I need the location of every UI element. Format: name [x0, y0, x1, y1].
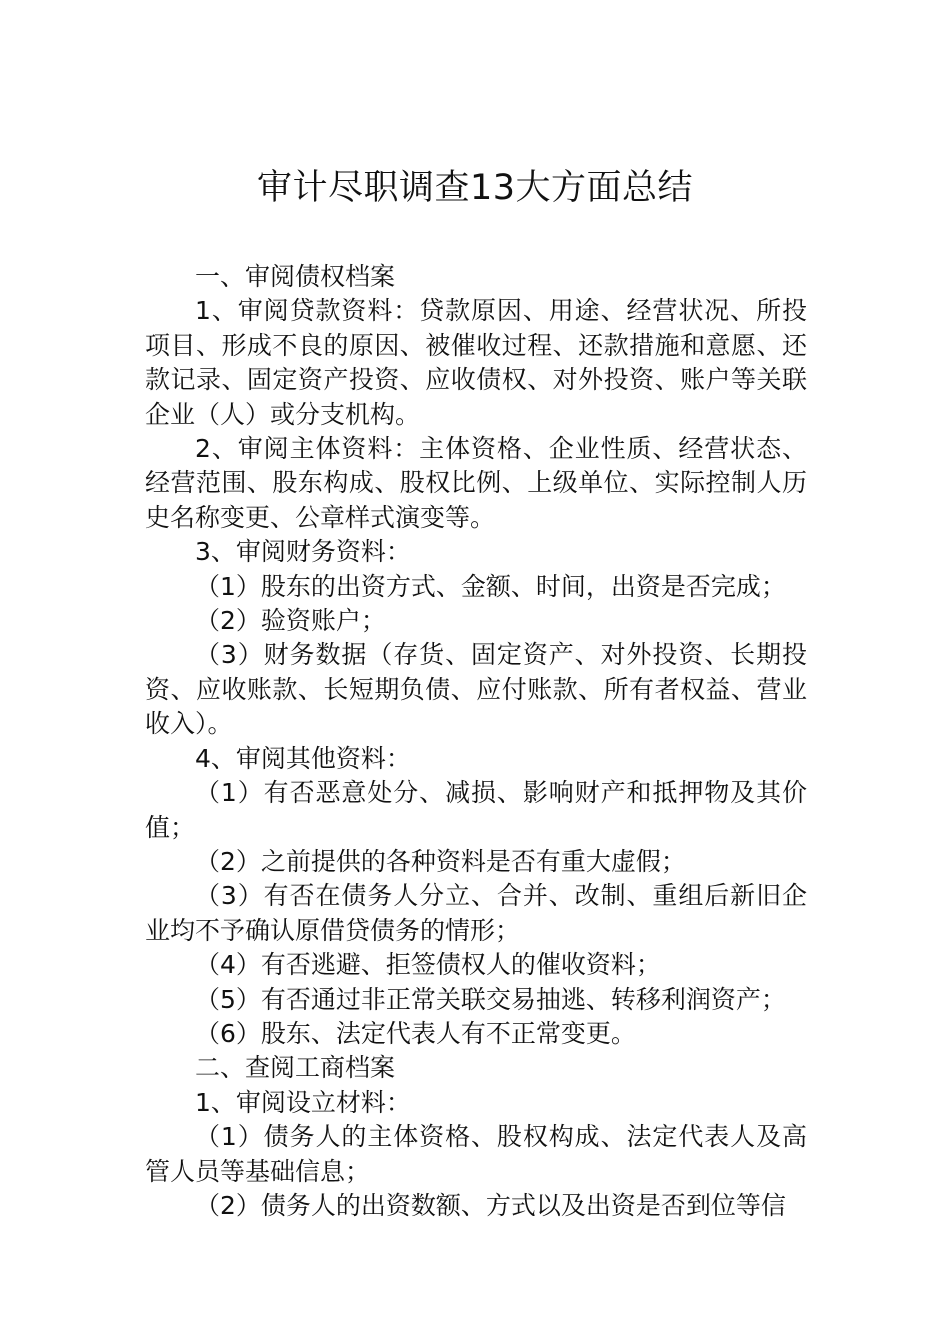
list-item: （3）有否在债务人分立、合并、改制、重组后新旧企业均不予确认原借贷债务的情形；	[145, 881, 807, 945]
paragraph: 4、审阅其他资料：	[195, 743, 411, 773]
list-item: （6）股东、法定代表人有不正常变更。	[195, 1018, 636, 1048]
list-item: （2）之前提供的各种资料是否有重大虚假；	[195, 846, 686, 876]
list-item: （1）有否恶意处分、减损、影响财产和抵押物及其价值；	[145, 778, 807, 842]
paragraph: 1、审阅设立材料：	[195, 1087, 411, 1117]
document-body	[145, 260, 807, 1223]
list-item: （5）有否通过非正常关联交易抽逃、转移利润资产；	[195, 984, 786, 1014]
document-title: 审计尽职调查13大方面总结	[256, 168, 694, 208]
paragraph: 2、审阅主体资料：主体资格、企业性质、经营状态、经营范围、股东构成、股权比例、上级单位、实际控制人历史名称变更、公章样式演变等。	[145, 434, 807, 532]
section-heading: 二、查阅工商档案	[195, 1053, 396, 1083]
paragraph: 3、审阅财务资料：	[195, 537, 411, 567]
list-item: （2）债务人的出资数额、方式以及出资是否到位等信	[195, 1190, 786, 1220]
paragraph: 1、审阅贷款资料：贷款原因、用途、经营状况、所投项目、形成不良的原因、被催收过程、还款措施和意愿、还款记录、固定资产投资、应收债权、对外投资、账户等关联企业（人）或分支机构。	[145, 296, 807, 429]
list-item: （4）有否逃避、拒签债权人的催收资料；	[195, 950, 661, 980]
list-item: （2）验资账户；	[195, 606, 386, 636]
list-item: （1）股东的出资方式、金额、时间，出资是否完成；	[195, 571, 786, 601]
section-heading: 一、审阅债权档案	[195, 262, 396, 291]
list-item: （3）财务数据（存货、固定资产、对外投资、长期投资、应收账款、长短期负债、应付账款、所有者权益、营业收入）。	[145, 640, 807, 739]
list-item: （1）债务人的主体资格、股权构成、法定代表人及高管人员等基础信息；	[145, 1122, 807, 1186]
